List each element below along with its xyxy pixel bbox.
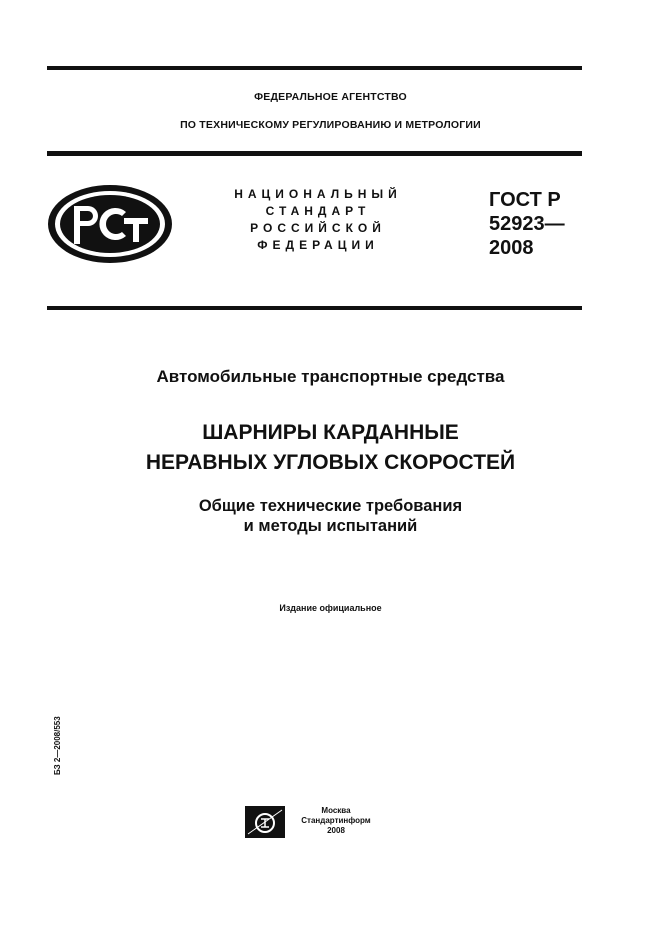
header-rule <box>47 151 582 156</box>
edition-label: Издание официальное <box>279 603 382 613</box>
rst-logo-icon <box>44 182 176 266</box>
subtitle-line-1: Общие технические требования <box>198 497 463 515</box>
standard-line-2: СТАНДАРТ <box>265 204 371 218</box>
standard-line-1: НАЦИОНАЛЬНЫЙ <box>234 187 402 201</box>
standard-line-3: РОССИЙСКОЙ <box>250 221 386 235</box>
standard-line-4: ФЕДЕРАЦИИ <box>257 238 379 252</box>
publisher-name: Стандартинформ <box>301 816 371 825</box>
gost-designation <box>489 188 565 260</box>
publisher-info <box>296 806 376 836</box>
gost-line-3: 2008 <box>489 237 534 259</box>
agency-line-1: ФЕДЕРАЛЬНОЕ АГЕНТСТВО <box>254 91 407 103</box>
main-title <box>0 418 661 478</box>
category-title: Автомобильные транспортные средства <box>156 367 505 386</box>
main-title-line-1: ШАРНИРЫ КАРДАННЫЕ <box>202 421 459 444</box>
subtitle <box>0 496 661 536</box>
subtitle-line-2: и методы испытаний <box>243 517 418 535</box>
section-rule <box>47 306 582 310</box>
gost-line-1: ГОСТ Р <box>489 189 561 211</box>
gost-line-2: 52923— <box>489 213 565 235</box>
national-standard-label <box>223 186 413 254</box>
agency-line-2: ПО ТЕХНИЧЕСКОМУ РЕГУЛИРОВАНИЮ И МЕТРОЛОГИИ <box>180 119 481 131</box>
publisher-logo-icon <box>245 806 285 838</box>
publisher-city: Москва <box>321 806 351 815</box>
top-rule <box>47 66 582 70</box>
main-title-line-2: НЕРАВНЫХ УГЛОВЫХ СКОРОСТЕЙ <box>145 451 516 474</box>
side-code: БЗ 2—2008/553 <box>53 716 62 775</box>
publisher-year: 2008 <box>327 826 345 835</box>
